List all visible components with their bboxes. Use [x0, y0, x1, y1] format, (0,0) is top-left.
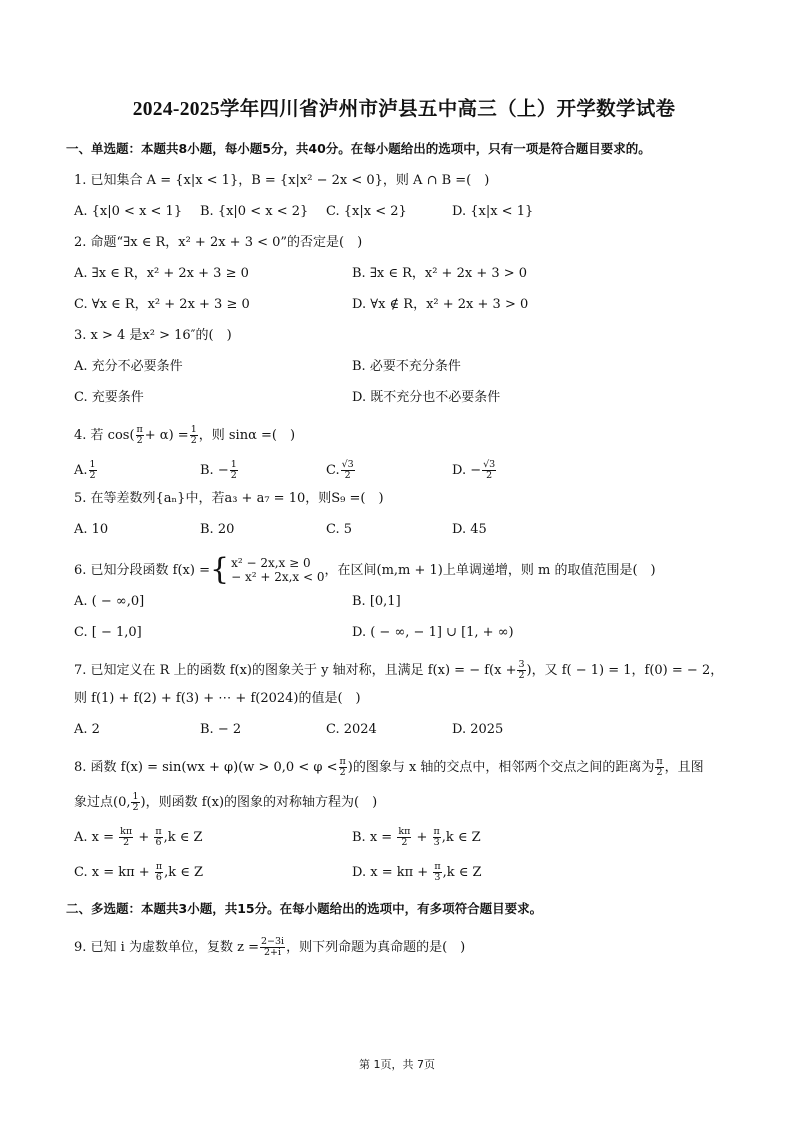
question-2-stem: 2. 命题“∃x ∈ R，x² + 2x + 3 < 0”的否定是( )	[74, 235, 363, 251]
question-5-options	[74, 522, 734, 540]
question-5-option-d: D. 45	[452, 522, 487, 538]
question-2-option-c: C. ∀x ∈ R，x² + 2x + 3 ≥ 0	[74, 297, 250, 313]
question-4-option-d: D. − $\frac{√3}{2}$	[452, 458, 496, 481]
question-7-option-c: C. 2024	[326, 722, 377, 738]
question-3-stem: 3. x > 4 是x² > 16″的( )	[74, 328, 232, 344]
question-7-stem: 7. 已知定义在 R 上的函数 f(x)的图象关于 y 轴对称，且满足 f(x) = − f(x + $\frac{3}{2}$ )，又 f( − 1) = 1，f(0) = − 2，	[74, 658, 724, 681]
question-3-option-a: A. 充分不必要条件	[74, 359, 183, 375]
question-7-options	[74, 722, 734, 740]
question-6-option-b: B. [0,1]	[352, 594, 401, 610]
question-1-option-d: D. {x|x < 1}	[452, 204, 534, 220]
piecewise-function: { x² − 2x,x ≥ 0 − x² + 2x,x < 0	[209, 552, 325, 588]
question-7-option-a: A. 2	[74, 722, 100, 738]
question-3-options-row-2	[74, 390, 734, 408]
question-5-stem: 5. 在等差数列{aₙ}中，若a₃ + a₇ = 10，则S₉ =( )	[74, 491, 384, 507]
question-2-option-b: B. ∃x ∈ R，x² + 2x + 3 > 0	[352, 266, 528, 282]
fraction-one-half: $\frac{1}{2}$	[190, 423, 197, 446]
fraction-three-halves: $\frac{3}{2}$	[518, 658, 525, 681]
question-8-stem: 8. 函数 f(x) = sin(wx + φ)(w > 0,0 < φ < $\frac{\pi}{2}$ )的图象与 x 轴的交点中，相邻两个交点之间的距离为 $\frac{\pi}{2}$ ，且图	[74, 755, 704, 778]
question-7-stem-line-2: 则 f(1) + f(2) + f(3) + ⋯ + f(2024)的值是( )	[74, 691, 361, 707]
question-5-option-a: A. 10	[74, 522, 109, 538]
question-2-options-row-1	[74, 266, 734, 284]
question-8-option-b: B. x = $\frac{k\pi}{2}$ + $\frac{\pi}{3}$ ,k ∈ Z	[352, 825, 481, 848]
question-8-option-c: C. x = kπ + $\frac{\pi}{6}$ ,k ∈ Z	[74, 860, 204, 883]
question-6-options-row-1	[74, 594, 734, 612]
question-4-option-b: B. − $\frac{1}{2}$	[200, 458, 237, 481]
question-1-option-c: C. {x|x < 2}	[326, 204, 407, 220]
page-footer: 第 1页，共 7页	[359, 1058, 435, 1071]
question-1-option-a: A. {x|0 < x < 1}	[74, 204, 183, 220]
question-5-option-b: B. 20	[200, 522, 235, 538]
question-6-option-c: C. [ − 1,0]	[74, 625, 142, 641]
question-2-option-a: A. ∃x ∈ R，x² + 2x + 3 ≥ 0	[74, 266, 249, 282]
question-2-options-row-2	[74, 297, 734, 315]
question-4-stem: 4. 若 cos( $\frac{\pi}{2}$ + α) = $\frac{1}{2}$ ，则 sinα =( )	[74, 423, 296, 446]
question-5-option-c: C. 5	[326, 522, 353, 538]
fraction-complex: $\frac{2-3i}{2+i}$	[260, 935, 285, 958]
fraction-pi-over-2: $\frac{\pi}{2}$	[136, 423, 143, 446]
question-6-option-d: D. ( − ∞, − 1] ∪ [1, + ∞)	[352, 625, 514, 641]
question-8-options-row-2	[74, 858, 734, 886]
question-2-option-d: D. ∀x ∉ R，x² + 2x + 3 > 0	[352, 297, 529, 313]
section-heading-single-choice: 一、单选题：本题共8小题，每小题5分，共40分。在每小题给出的选项中，只有一项是符合题目要求的。	[66, 141, 651, 157]
question-3-options-row-1	[74, 359, 734, 377]
question-8-option-a: A. x = $\frac{k\pi}{2}$ + $\frac{\pi}{6}$ ,k ∈ Z	[74, 825, 203, 848]
question-1-options	[74, 204, 734, 222]
question-7-option-d: D. 2025	[452, 722, 504, 738]
question-8-option-d: D. x = kπ + $\frac{\pi}{3}$ ,k ∈ Z	[352, 860, 482, 883]
question-7-option-b: B. − 2	[200, 722, 242, 738]
question-3-option-b: B. 必要不充分条件	[352, 359, 461, 375]
page-title: 2024-2025学年四川省泸州市泸县五中高三（上）开学数学试卷	[132, 99, 676, 120]
section-heading-multiple-choice: 二、多选题：本题共3小题，共15分。在每小题给出的选项中，有多项符合题目要求。	[66, 901, 543, 917]
question-1-stem: 1. 已知集合 A = {x|x < 1}，B = {x|x² − 2x < 0}，则 A ∩ B =( )	[74, 173, 490, 189]
question-6-stem: 6. 已知分段函数 f(x) = { x² − 2x,x ≥ 0 − x² + 2x,x < 0 ，在区间(m,m + 1)上单调递增，则 m 的取值范围是( )	[74, 552, 656, 588]
question-3-option-c: C. 充要条件	[74, 390, 144, 406]
question-3-option-d: D. 既不充分也不必要条件	[352, 390, 501, 406]
question-6-option-a: A. ( − ∞,0]	[74, 594, 145, 610]
question-1-option-b: B. {x|0 < x < 2}	[200, 204, 309, 220]
question-4-option-a: A. $\frac{1}{2}$	[74, 458, 96, 481]
question-9-stem: 9. 已知 i 为虚数单位，复数 z = $\frac{2-3i}{2+i}$ ，则下列命题为真命题的是( )	[74, 935, 466, 958]
question-4-option-c: C. $\frac{√3}{2}$	[326, 458, 354, 481]
question-8-options-row-1	[74, 823, 734, 851]
question-4-options	[74, 456, 734, 484]
question-6-options-row-2	[74, 625, 734, 643]
question-8-stem-line-2: 象过点(0, $\frac{1}{2}$ )，则函数 f(x)的图象的对称轴方程为( )	[74, 790, 378, 813]
